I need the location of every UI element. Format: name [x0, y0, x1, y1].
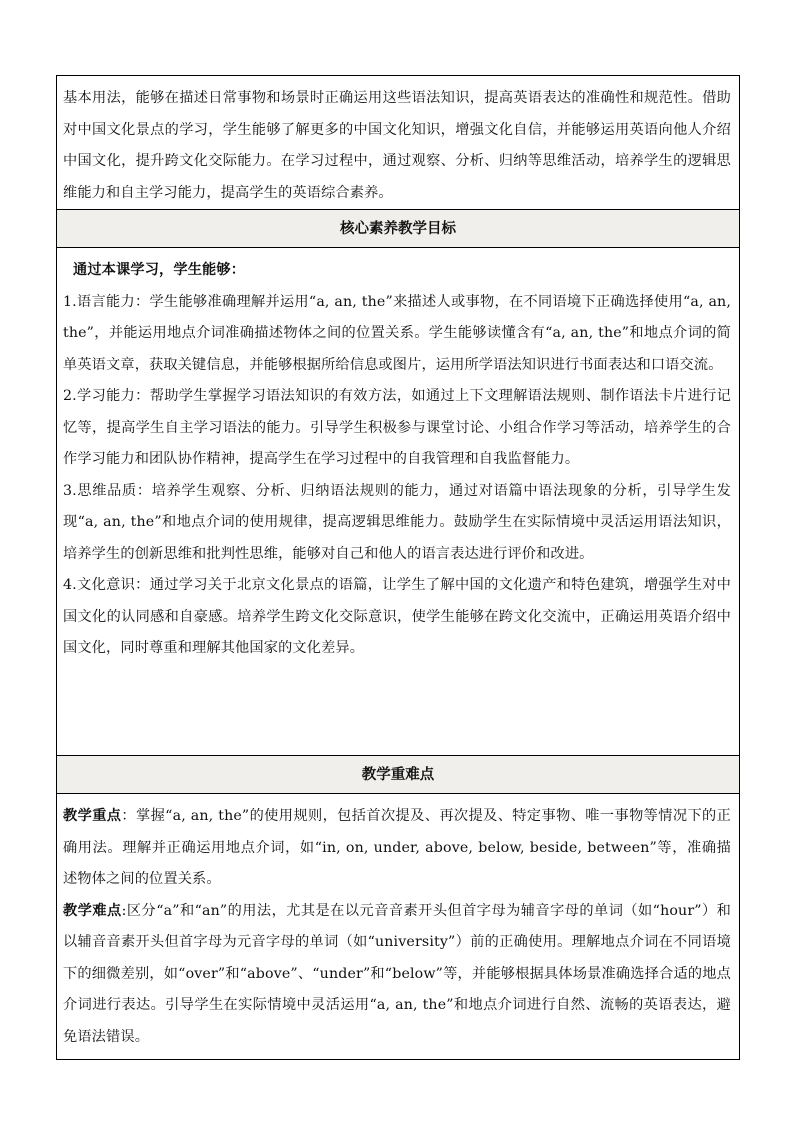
difficulties-cell [57, 794, 739, 1059]
key-point-paragraph [63, 801, 731, 896]
objectives-cell [57, 248, 739, 756]
intro-paragraph: 基本用法，能够在描述日常事物和场景时正确运用这些语法知识，提高英语表达的准确性和规范性。借助对中国文化景点的学习，学生能够了解更多的中国文化知识，增强文化自信，并能够运用英语向他人介绍中国文化，提升跨文化交际能力。在学习过程中，通过观察、分析、归纳等思维活动，培养学生的逻辑思维能力和自主学习能力，提高学生的英语综合素养。 [63, 90, 731, 201]
intro-cell [57, 76, 739, 210]
objective-learning: 2.学习能力：帮助学生掌握学习语法知识的有效方法，如通过上下文理解语法规则、制作语法卡片进行记忆等，提高学生自主学习语法的能力。引导学生积极参与课堂讨论、小组合作学习等活动，培养学生的合作学习能力和团队协作精神，提高学生在学习过程中的自我管理和自我监督能力。 [63, 388, 731, 467]
objective-culture: 4.文化意识：通过学习关于北京文化景点的语篇，让学生了解中国的文化遗产和特色建筑，增强学生对中国文化的认同感和自豪感。培养学生跨文化交际意识，使学生能够在跨文化交流中，正确运用英语介绍中国文化，同时尊重和理解其他国家的文化差异。 [63, 577, 731, 656]
difficult-point-text: :区分“a”和“an”的用法，尤其是在以元音音素开头但首字母为辅音字母的单词（如“hour”）和以辅音音素开头但首字母为元音字母的单词（如“university”）前的正确使用。理解地点介词在不同语境下的细微差别，如“over”和“above”、“under”和“below”等，并能够根据具体场景准确选择合适的地点介词进行表达。引导学生在实际情境中灵活运用“a, an, the”和地点介词进行自然、流畅的英语表达，避免语法错误。 [63, 902, 731, 1045]
key-point-text: ：掌握“a, an, the”的使用规则，包括首次提及、再次提及、特定事物、唯一事物等情况下的正确用法。理解并正确运用地点介词，如“in, on, under, above, below, beside, between”等，准确描述物体之间的位置关系。 [63, 808, 731, 887]
objective-thinking: 3.思维品质：培养学生观察、分析、归纳语法规则的能力，通过对语篇中语法现象的分析，引导学生发现“a, an, the”和地点介词的使用规律，提高逻辑思维能力。鼓励学生在实际情境中灵活运用语法知识，培养学生的创新思维和批判性思维，能够对自己和他人的语言表达进行评价和改进。 [63, 482, 731, 562]
objective-language: 1.语言能力：学生能够准确理解并运用“a, an, the”来描述人或事物，在不同语境下正确选择使用“a, an, the”，并能运用地点介词准确描述物体之间的位置关系。学生能够读懂含有“a, an, the”和地点介词的简单英语文章，获取关键信息，并能够根据所给信息或图片，运用所学语法知识进行书面表达和口语交流。 [63, 293, 731, 373]
lesson-plan-table [56, 75, 740, 1060]
objectives-lead: 通过本课学习，学生能够： [73, 262, 246, 278]
key-point-label: 教学重点 [63, 808, 122, 824]
difficulties-header: 教学重难点 [57, 756, 739, 794]
difficult-point-label: 教学难点 [63, 902, 122, 919]
difficult-point-paragraph [63, 896, 731, 1054]
objectives-header: 核心素养教学目标 [57, 210, 739, 248]
